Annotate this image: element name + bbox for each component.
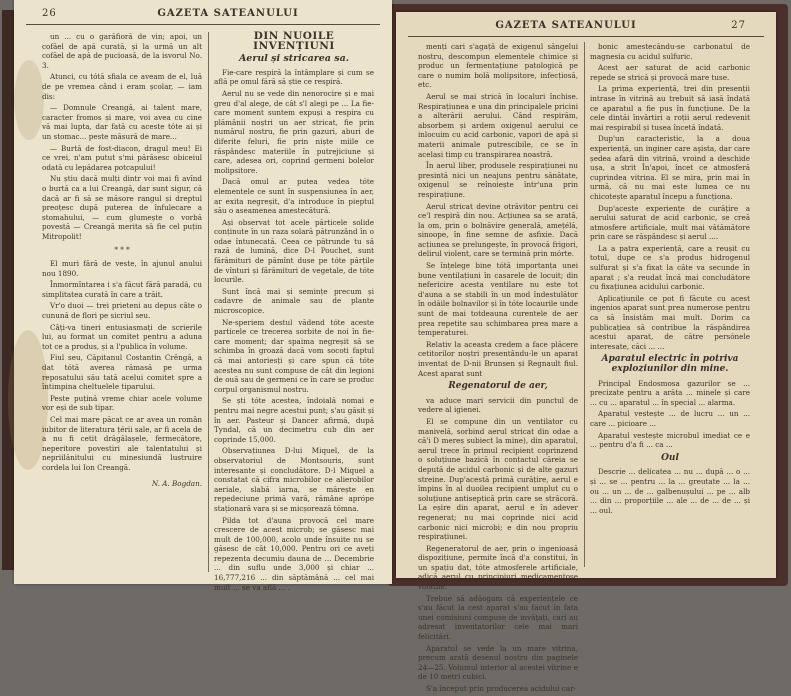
header-title: GAZETA SATEANULUI (495, 20, 637, 31)
header-title: GAZETA SATEANULUI (157, 8, 299, 19)
paragraph: Se ști tóte acestea, îndoială nomai e pentru mai negre acestui punt; s'au găsit și în aer. Pasteur și Dancer afirmă, după Tyndal, că un decimetru cub din aer coprinde 15,000. (214, 396, 374, 444)
page-header (14, 8, 392, 24)
paragraph: S'a început prin producerea acidului car- (426, 684, 576, 693)
header-rule (408, 36, 764, 37)
header-rule (26, 24, 380, 25)
paragraph: Fiul seu, Căpitanul Costantin Crêngă, a dat tótă averea rămasă pe urma reposatului său tată acelui comitet spre a întimpina cheltuelele tiparului. (42, 353, 202, 392)
paragraph: menți cari s'agață de exigenul săngelui nostru, descompun elementele chimice și produc un fermentațiune patologică pe care o numim bolă molipsitore, infecțiosă, etc. (418, 42, 578, 90)
paragraph: Dacă omul ar putea vedea tóte elementele ce sunt în suspensiunea în aer, ar exita negreșit, d'a introduce în pieptul său o aseamenea amestecătură. (214, 177, 374, 216)
paragraph: va aduce mari servicii din punctul de vedere al igienei. (418, 395, 578, 415)
paragraph: un ... cu o garăfioră de vin; apoi, un cofăel de apă curată, și la urmă un alt cofăel de apă de pucioasă, de la isvorul No. 3. (42, 32, 202, 70)
paragraph: Principal Endosmosa gazurilor se ... precizate pentru a arăta ... minele și care ... cu ... aparatul ... în special ... alarma. (590, 378, 750, 407)
article-subtitle: Oul (661, 452, 679, 463)
page-header (396, 20, 776, 36)
paragraph: El se compune din un ventilator cu manivelă, sorbind aerul stricat din odae a că'i D mereș subiect la mine), din aparatul, aerul trece în primul recipient coprinzend o soluțiune bazică în contactul căreia se depută de acidul carbonic și de alte gazuri streine. Dup'acestă primă curățire, aerul e împins în al duoilea recipient umplut cu o soluțiune antiseptică prin care se străcoră. La eșire din aparat, aerul e în adever regenerat; nu mai coprinde nici acid carbonic nici microbi; e din nou propriu respirațiunei. (418, 416, 578, 542)
paragraph: Aerul nu se vede din nenorocire și e mai greu d'al alege, de cât s'l alegi pe ... La fie-care moment suntem expuși a respira cu plămânii noștri un aer stricat, fie prin numărul nostru, fie prin gazuri, aburi de diferite feluri, fie prin niște miile ce răspândesc materiile în putrejiciune și care, adesea ori, coprind germeni bolelor molipsitore. (214, 88, 374, 175)
section-title: DIN NUOILE INVENȚIUNI (253, 30, 335, 52)
paragraph: Observațiunea D-lui Miquel, de la observatoriul de Montsouris, sunt interesante și concludătore. D-l Miquel a constatat că cifra microbilor ce alierobilor aeriale, slabă iarna, se mărește en repedeciune primă vară, rămâne aprópe staționară vara și se micșorează tómna. (214, 446, 374, 513)
left-page (14, 0, 392, 592)
paragraph: La prima experiență, trei din presenții intrase în vitrină au trebuit să iasă îndată ce aparatul a fie pus în funcțiune. De la cele dintăi învârtiri a roții aerul redevenit mai respirabil și tusea încetă îndată. (590, 84, 750, 132)
right-col1 (418, 42, 578, 696)
article-title: Aerul și stricarea sa. (238, 53, 350, 65)
paragraph: Cel mai mare păcat ce ar avea un român iubitor de literatura țérii sale, ar fi acela de a nu fi cetit drăgălașele, fermecătore, neperitore povestiri ale talentatului și nepriilănitului cu minesiundă lustruire cordela lui Ion Creangă. (42, 414, 202, 472)
paragraph: bonic amestecăndu-se carbonatul de magnesia cu acidul sulfuric. (590, 42, 750, 61)
paragraph: Fie-care respiră la întâmplare și cum se află pe omul fără să știe ce respiră. (214, 67, 374, 87)
section-separator: * * * (114, 245, 130, 255)
paragraph: Aparatul vestește microbul imediat ce e ... pentru d'a fi ... ca ... (590, 430, 750, 450)
paragraph: La a patra experiență, care a reușit cu totul, dupe ce s'a produs hidrogenul sulfurat și s'a fixat la căte va secunde în aparat ; s'a reudat încă mai concludătore cu fixațiunea acidului carbonic. (590, 243, 750, 292)
article-subtitle: Regenatorul de aer, (448, 381, 548, 392)
paragraph: Atunci, cu tótă sfiala ce aveam de el, luă de pe vremea când i eram școlar, — iam dis: (42, 72, 202, 101)
paragraph: Vr'o duoi — trei prieteni au depus câte o cunună de flori pe sicriul seu. (42, 301, 202, 321)
paragraph: Dup'aceste experiențe de curățire a aerului saturat de acid carbonic, se creă atmosfere artificiale, mult mai vătămătore prin care se răspândesc și aerul .... (590, 203, 750, 242)
paragraph: Acest aer saturat de acid carbonic repede se strică și provocă mare tuse. (590, 63, 750, 82)
paragraph: Peste puțină vreme chiar acele volume vor eși de sub tipar. (42, 393, 202, 413)
column-divider (584, 42, 585, 567)
author-signature: N. A. Bogdan. (151, 478, 202, 488)
paragraph: Descrie ... delicatea ... nu ... după ... o ... și ... se ... pentru ... la ... greutate ... la ... ou ... un ... de ... galbenușului ... pe ... alb ... din ... proporțiile ... ale ... de ... de ... și ... oul. (590, 467, 750, 515)
left-col2 (214, 32, 374, 594)
paragraph: Relativ la aceasta credem a face plăcere cetitorilor noștri presentându-le un aparat inventat de D-nii Brunsen și Regnault fiul. Acest aparat sunt (418, 339, 578, 378)
paragraph: Ași observat tot acele părticele solide conținute în un raza solară pătrunzând în o odae întunecată. Ceea ce pătrunde tu să rază de lumină, dice D-l Pouchet, sunt fărămituri de pămînt duse pe tóte părțile de vînturi și fărămituri de vegetale, de tóte locurile. (214, 217, 374, 285)
paragraph: Aparatul vestește ... de lucru ... un ... care ... picioare ... (590, 409, 750, 428)
column-divider (208, 32, 209, 572)
page-number: 27 (731, 20, 746, 31)
paragraph: Sunt încă mai și semințe precum și cadavre de animale sau de plante microscopice. (214, 286, 374, 316)
article-subtitle: Aparatul electric în potriva exploziunilor din mine. (601, 354, 739, 374)
paragraph: Dup'un caracteristic, la a doua experiență, un inginer care aşista, dar care ședea afară din vitrină, vroind a deschide ușa, a strit În'apoi, încet ce atmosferă cuprindea vitrina. El se mira, prin mai în urmă, că nu mai este lumea ce nu chicotește aparatul începu a funcționa. (590, 134, 750, 201)
paragraph: Aerul stricat devine otrăvitor pentru cei ce'l respiră din nou. Acțiunea sa se arată, la om, prin o bolnăvire generală, amețélă, sinoope, în fine semne de asfixie. Dacă acțiunea se prelungește, în provocă frigori, delirul violent, care se termină prin mórte. (418, 201, 578, 259)
paragraph: Înmormîntarea i s'a făcut fără paradă, cu simplitatea curată în care a trăit. (42, 280, 202, 299)
paragraph: Ne-speriem destul vădend tóte aceste particele ce trecerea sorbite de noi în fie-care moment; dar spaima negreșit să se schimba în groază dacă vom socoti faptul că mai antoriesți și care spun că tóte acestea nu sunt compuse de cât din legioni de ouă sau de germeni ce în care se produc corpul organismul nostru. (214, 317, 374, 394)
left-col1 (42, 32, 202, 488)
page-number: 26 (42, 8, 57, 19)
paragraph: — Domnule Creangă, ai talent mare, caracter fromos și mare, voi avea cu cine vă mai lupta, dar fată cu aceste tóte ai și un stomac... peste măsură de mare... (42, 103, 202, 141)
paragraph: Câți-va tineri entusiasmați de scrierile lui, au format un comitet pentru a aduna tot ce a produs, și a l'publica în volume. (42, 322, 202, 351)
paragraph: Pilda tot d'auna provocă cel mare crescere de acest microb; se găsesc mai mult de 100,000, acolo unde însuite nu se găsesc de cât 10,000. Pentru ori ce aveți repezenta decumiu dauna de ... Decembrie ... din suflu unde 3,000 și chiar ... 16,777,216 ... din săptămână ... cel mai mult ... se va află ... . (214, 515, 374, 592)
right-page (396, 12, 776, 693)
paragraph: Nu știu dacă mulți dintr voi mai fi avînd o burtă ca a lui Creangă, dar sunt sigur, că dacă ar fi să se măsore rangul și dreptul preoțesc după puterea de înfulecare a stomahului, — cum glumește o vorbă povestă — Creangă merita să fie cel puțin Mitropolit! (42, 174, 202, 241)
paragraph: Aerul se mai strică în localuri închise. Respirațiunea e una din principalele pricini a alterării aerului. Când respirăm, absorbem și ardem oxigenul aerului ce inlocuim cu acid carbonic, vapori de apă și materii animale putrescibile, ce se în acelasi timp cu transpirarea noastră. (418, 91, 578, 159)
paragraph: În aerul liber, produsele respirațiunei nu presintă nici un neajuns pentru sănătate, oxigenul se reînoiește într'una prin respirațiune. (418, 161, 578, 199)
paragraph: Se înțelege bine tótă importanța unei bune ventilațiuni în casarele de locuit; din nefericire acesta ventilare nu este tot d'auna a se stabili în un mod îndestulător în odăile bolnavilor și în tóte locaurile unde sunt de mai totdeauna curentele de aer prea repetite sau schimbarea prea mare a temperaturei. (418, 261, 578, 338)
paragraph: — Burtă de fost-diacon, dragul meu! Ei ce vrei, n'am putut s'mi părăsesc obiceiul odată cu lepădarea potcapului! (42, 143, 202, 172)
paragraph: El muri fără de veste, în ajunul anului nou 1890. (42, 259, 202, 278)
paragraph: Aplicațiunile ce pot fi făcute cu acest ingenios aparat sunt prea numerose pentru ca să însistăm mai mult. Dorim ca publicațiea să contribue la răspândirea acestui aparat, de către persónele interesate, căci ... ... (590, 293, 750, 351)
right-col2 (590, 42, 750, 517)
paper-stain (14, 60, 44, 140)
paragraph: Aparatul se vede la un mare vitrina, precum aratã desenul nostru din paginele 24—25. Volumul interior al acestei vitrine e de 10 metri cubici. (418, 643, 578, 682)
paragraph: Regeneratorul de aer, prin o ingenioasă dispozițiune, permite încă d'a constitui, în un spațiu dat, tóte atmosferele artificiale, adică aerul cu principiuri medicamentose volatile. (418, 543, 578, 592)
paragraph: Trebue să adăogam că experiențele ce s'au făcut la cest aparat s'au facut în fata unei comisiuni compuse de invăţați, cari au adresat inventatorilor cele mai mari felicitări. (418, 593, 578, 642)
